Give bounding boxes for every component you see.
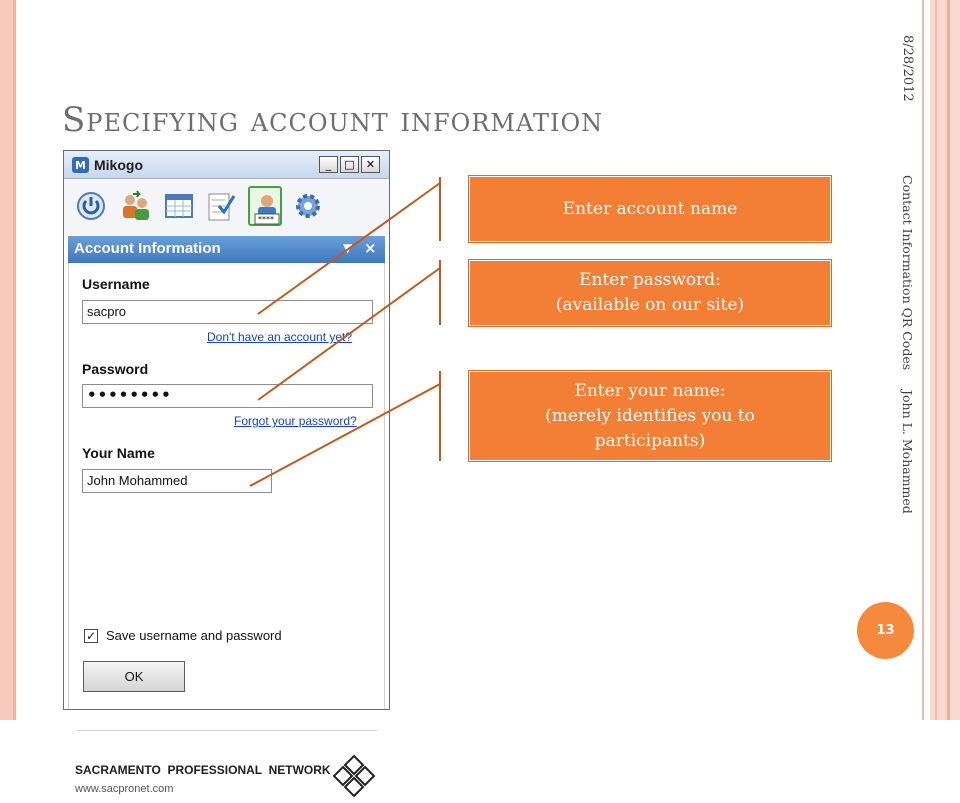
callout-your-name — [469, 371, 831, 461]
ok-button[interactable]: OK — [83, 661, 185, 692]
panel-close-icon[interactable]: × — [364, 239, 377, 257]
slide-right-border-line — [935, 0, 937, 720]
username-label: Username — [82, 276, 150, 292]
sacpronet-url: www.sacpronet.com — [75, 783, 174, 795]
account-info-icon[interactable] — [248, 186, 282, 226]
power-icon[interactable] — [74, 186, 108, 226]
forgot-password-link[interactable]: Forgot your password? — [234, 414, 357, 428]
save-credentials-checkbox[interactable]: ✓ — [85, 629, 97, 643]
save-credentials-label: Save username and password — [106, 628, 282, 643]
sacpronet-logo-icon — [331, 753, 377, 799]
slide-title: Specifying account information — [62, 100, 604, 140]
account-info-panel-header — [68, 236, 385, 263]
slide-left-border-line — [13, 0, 16, 720]
slide-left-border — [0, 0, 13, 720]
callout-line: Enter account name — [562, 198, 738, 219]
no-account-link[interactable]: Don't have an account yet? — [207, 330, 353, 344]
slide-date: 8/28/2012 — [900, 35, 915, 102]
close-button[interactable]: ✕ — [361, 156, 380, 173]
participants-icon[interactable] — [119, 186, 153, 226]
username-input[interactable]: sacpro — [82, 300, 373, 324]
callout-line: participants) — [594, 430, 706, 451]
minimize-button[interactable]: _ — [319, 156, 338, 173]
schedule-icon[interactable] — [162, 186, 196, 226]
callout-line: (merely identifies you to — [545, 405, 755, 426]
toolbar — [64, 180, 389, 236]
svg-text:****: **** — [258, 215, 274, 224]
callout-line: (available on our site) — [555, 295, 745, 315]
your-name-label: Your Name — [82, 445, 155, 461]
sacpronet-name: SACRAMENTO PROFESSIONAL NETWORK — [75, 763, 331, 777]
mikogo-window — [63, 150, 390, 795]
callout-account-name — [469, 176, 831, 242]
callout-line: Enter your name: — [574, 380, 726, 401]
divider — [77, 730, 377, 731]
password-label: Password — [82, 361, 149, 377]
your-name-input[interactable]: John Mohammed — [82, 469, 272, 493]
maximize-button[interactable]: □ — [340, 156, 359, 173]
collapse-arrow-icon[interactable]: ▼ — [343, 241, 353, 255]
page-number: 13 — [857, 602, 914, 659]
callout-line: Enter password: — [579, 270, 721, 290]
password-input[interactable]: •••••••• — [82, 384, 373, 408]
account-info-form — [68, 263, 385, 795]
settings-gear-icon[interactable] — [291, 186, 325, 226]
mikogo-logo-icon: M — [72, 157, 89, 173]
slide-right-border-line — [922, 0, 924, 720]
window-titlebar — [64, 151, 389, 179]
panel-title: Account Information — [74, 240, 221, 257]
slide-right-border-line — [947, 0, 950, 720]
checklist-icon[interactable] — [205, 186, 239, 226]
callout-password — [469, 260, 831, 326]
window-title: Mikogo — [94, 157, 143, 173]
slide-footer: Contact Information QR Codes John L. Mohammed — [900, 175, 915, 514]
